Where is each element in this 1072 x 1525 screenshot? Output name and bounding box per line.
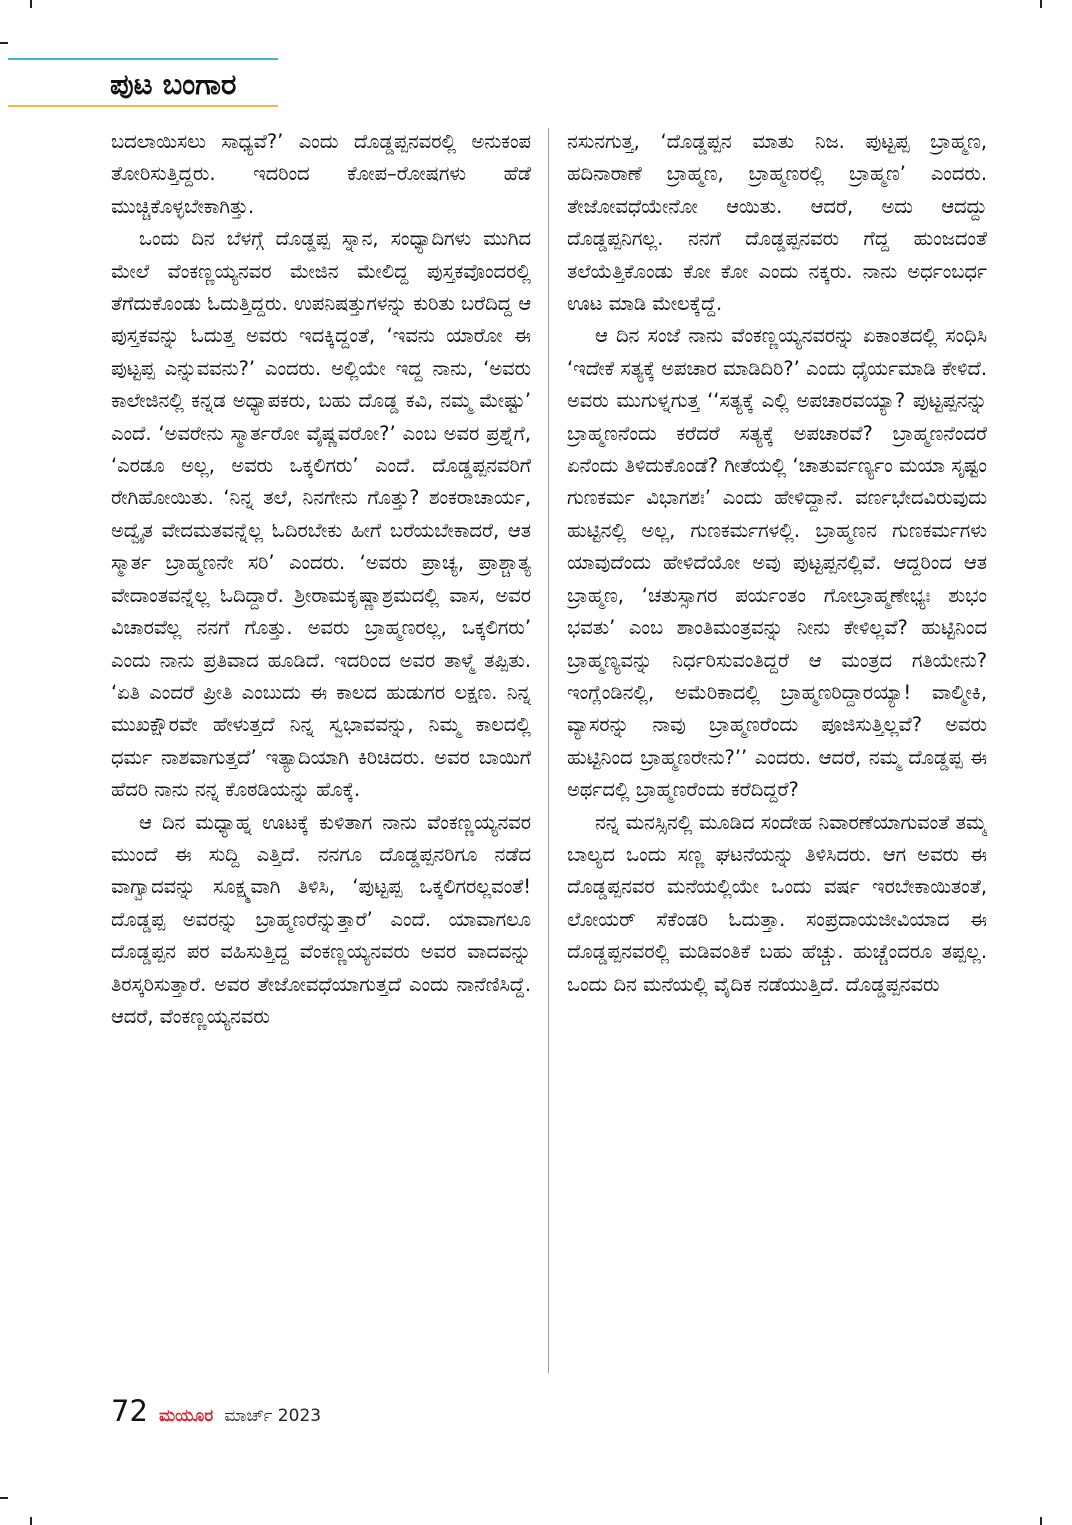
article-paragraph: ನನ್ನ ಮನಸ್ಸಿನಲ್ಲಿ ಮೂಡಿದ ಸಂದೇಹ ನಿವಾರಣೆಯಾಗುವಂತೆ ತಮ್ಮ ಬಾಲ್ಯದ ಒಂದು ಸಣ್ಣ ಘಟನೆಯನ್ನು ತಿಳಿಸಿದರು. ಆಗ ಅವರು ಈ ದೊಡ್ಡಪ್ಪನವರ ಮನೆಯಲ್ಲಿಯೇ ಒಂದು ವರ್ಷ ಇರಬೇಕಾಯಿತಂತೆ, ಲೋಯರ್ ಸೆಕೆಂಡರಿ ಓದುತ್ತಾ. ಸಂಪ್ರದಾಯಜೀವಿಯಾದ ಈ ದೊಡ್ಡಪ್ಪನವರಲ್ಲಿ ಮಡಿವಂತಿಕೆ ಬಹು ಹೆಚ್ಚು. ಹುಚ್ಚೆಂದರೂ ತಪ್ಪಲ್ಲ. ಒಂದು ದಿನ ಮನೆಯಲ್ಲಿ ವೈದಿಕ ನಡೆಯುತ್ತಿದೆ. ದೊಡ್ಡಪ್ಪನವರು (567, 810, 987, 996)
section-header (8, 58, 278, 108)
article-paragraph: ಆ ದಿನ ಸಂಜೆ ನಾನು ವೆಂಕಣ್ಣಯ್ಯನವರನ್ನು ಏಕಾಂತದಲ್ಲಿ ಸಂಧಿಸಿ ‘ಇದೇಕೆ ಸತ್ಯಕ್ಕೆ ಅಪಚಾರ ಮಾಡಿದಿರಿ?’ ಎಂದು ಧೈರ್ಯಮಾಡಿ ಕೇಳಿದೆ. ಅವರು ಮುಗುಳ್ನಗುತ್ತ ‘‘ಸತ್ಯಕ್ಕೆ ಎಲ್ಲಿ ಅಪಚಾರವಯ್ಯಾ? ಪುಟ್ಟಪ್ಪನನ್ನು ಬ್ರಾಹ್ಮಣನೆಂದು ಕರೆದರೆ ಸತ್ಯಕ್ಕೆ ಅಪಚಾರವೆ? ಬ್ರಾಹ್ಮಣನೆಂದರೆ ಏನೆಂದು ತಿಳಿದುಕೊಂಡೆ? ಗೀತೆಯಲ್ಲಿ ‘ಚಾತುರ್ವರ್ಣ್ಯಂ ಮಯಾ ಸೃಷ್ಟಂ ಗುಣಕರ್ಮ ವಿಭಾಗಶಃ’ ಎಂದು ಹೇಳಿದ್ದಾನೆ. ವರ್ಣಭೇದವಿರುವುದು ಹುಟ್ಟಿನಲ್ಲಿ ಅಲ್ಲ, ಗುಣಕರ್ಮಗಳಲ್ಲಿ. ಬ್ರಾಹ್ಮಣನ ಗುಣಕರ್ಮಗಳು ಯಾವುದೆಂದು ಹೇಳಿದೆಯೋ ಅವು ಪುಟ್ಟಪ್ಪನಲ್ಲಿವೆ. ಆದ್ದರಿಂದ ಆತ ಬ್ರಾಹ್ಮಣ, ‘ಚತುಸ್ಸಾಗರ ಪರ್ಯಂತಂ ಗೋಬ್ರಾಹ್ಮಣೇಭ್ಯಃ ಶುಭಂ ಭವತು’ ಎಂಬ ಶಾಂತಿಮಂತ್ರವನ್ನು ನೀನು ಕೇಳಿಲ್ಲವೆ? ಹುಟ್ಟಿನಿಂದ ಬ್ರಾಹ್ಮಣ್ಯವನ್ನು ನಿರ್ಧರಿಸುವಂತಿದ್ದರೆ ಆ ಮಂತ್ರದ ಗತಿಯೇನು? ಇಂಗ್ಲೆಂಡಿನಲ್ಲಿ, ಅಮೆರಿಕಾದಲ್ಲಿ ಬ್ರಾಹ್ಮಣರಿದ್ದಾರಯ್ಯಾ! ವಾಲ್ಮೀಕಿ, ವ್ಯಾಸರನ್ನು ನಾವು ಬ್ರಾಹ್ಮಣರೆಂದು ಪೂಜಿಸುತ್ತಿಲ್ಲವೆ? ಅವರು ಹುಟ್ಟಿನಿಂದ ಬ್ರಾಹ್ಮಣರೇನು?’’ ಎಂದರು. ಆದರೆ, ನಮ್ಮ ದೊಡ್ಡಪ್ಪ ಈ ಅರ್ಥದಲ್ಲಿ ಬ್ರಾಹ್ಮಣರೆಂದು ಕರೆದಿದ್ದರೆ? (567, 324, 987, 802)
page-number: 72 (111, 1394, 148, 1428)
crop-mark (30, 0, 32, 8)
column-divider (548, 128, 549, 1373)
article-column-left (111, 126, 531, 1376)
header-rule-bottom (8, 105, 278, 107)
crop-mark (30, 1517, 32, 1525)
magazine-name: ಮಯೂರ (159, 1406, 214, 1426)
crop-mark (0, 1497, 8, 1499)
section-title: ಪುಟ ಬಂಗಾರ (110, 67, 237, 101)
issue-date: ಮಾರ್ಚ್ 2023 (224, 1406, 322, 1426)
article-paragraph: ಒಂದು ದಿನ ಬೆಳಗ್ಗೆ ದೊಡ್ಡಪ್ಪ ಸ್ನಾನ, ಸಂಧ್ಯಾದಿಗಳು ಮುಗಿದ ಮೇಲೆ ವೆಂಕಣ್ಣಯ್ಯನವರ ಮೇಜಿನ ಮೇಲಿದ್ದ ಪುಸ್ತಕವೊಂದರಲ್ಲಿ ತೆಗೆದುಕೊಂಡು ಓದುತ್ತಿದ್ದರು. ಉಪನಿಷತ್ತುಗಳನ್ನು ಕುರಿತು ಬರೆದಿದ್ದ ಆ ಪುಸ್ತಕವನ್ನು ಓದುತ್ತ ಅವರು ಇದಕ್ಕಿದ್ದಂತೆ, ‘ಇವನು ಯಾರೋ ಈ ಪುಟ್ಟಪ್ಪ ಎನ್ನುವವನು?’ ಎಂದರು. ಅಲ್ಲಿಯೇ ಇದ್ದ ನಾನು, ‘ಅವರು ಕಾಲೇಜಿನಲ್ಲಿ ಕನ್ನಡ ಅಧ್ಯಾಪಕರು, ಬಹು ದೊಡ್ಡ ಕವಿ, ನಮ್ಮ ಮೇಷ್ಟು’ ಎಂದೆ. ‘ಅವರೇನು ಸ್ಮಾರ್ತರೋ ವೈಷ್ಣವರೋ?’ ಎಂಬ ಅವರ ಪ್ರಶ್ನೆಗೆ, ‘ಎರಡೂ ಅಲ್ಲ, ಅವರು ಒಕ್ಕಲಿಗರು’ ಎಂದೆ. ದೊಡ್ಡಪ್ಪನವರಿಗೆ ರೇಗಿಹೋಯಿತು. ‘ನಿನ್ನ ತಲೆ, ನಿನಗೇನು ಗೊತ್ತು? ಶಂಕರಾಚಾರ್ಯ, ಅದ್ವೈತ ವೇದಮತವನ್ನೆಲ್ಲ ಓದಿರಬೇಕು ಹೀಗೆ ಬರೆಯಬೇಕಾದರೆ, ಆತ ಸ್ಮಾರ್ತ ಬ್ರಾಹ್ಮಣನೇ ಸರಿ’ ಎಂದರು. ‘ಅವರು ಪ್ರಾಚ್ಯ, ಪ್ರಾಶ್ಚಾತ್ಯ ವೇದಾಂತವನ್ನೆಲ್ಲ ಓದಿದ್ದಾರೆ. ಶ್ರೀರಾಮಕೃಷ್ಣಾಶ್ರಮದಲ್ಲಿ ವಾಸ, ಅವರ ವಿಚಾರವೆಲ್ಲ ನನಗೆ ಗೊತ್ತು. ಅವರು ಬ್ರಾಹ್ಮಣರಲ್ಲ, ಒಕ್ಕಲಿಗರು’ ಎಂದು ನಾನು ಪ್ರತಿವಾದ ಹೂಡಿದೆ. ಇದರಿಂದ ಅವರ ತಾಳ್ಮೆ ತಪ್ಪಿತು. ‘ಏತಿ ಎಂದರೆ ಪ್ರೀತಿ ಎಂಬುದು ಈ ಕಾಲದ ಹುಡುಗರ ಲಕ್ಷಣ. ನಿನ್ನ ಮುಖಕ್ಷೌರವೇ ಹೇಳುತ್ತದೆ ನಿನ್ನ ಸ್ವಭಾವವನ್ನು, ನಿಮ್ಮ ಕಾಲದಲ್ಲಿ ಧರ್ಮ ನಾಶವಾಗುತ್ತದೆ’ ಇತ್ಯಾದಿಯಾಗಿ ಕಿರಿಚಿದರು. ಅವರ ಬಾಯಿಗೆ ಹೆದರಿ ನಾನು ನನ್ನ ಕೊಠಡಿಯನ್ನು ಹೊಕ್ಕೆ. (111, 227, 531, 802)
article-paragraph: ಬದಲಾಯಿಸಲು ಸಾಧ್ಯವೆ?’ ಎಂದು ದೊಡ್ಡಪ್ಪನವರಲ್ಲಿ ಅನುಕಂಪ ತೋರಿಸುತ್ತಿದ್ದರು. ಇದರಿಂದ ಕೋಪ–ರೋಷಗಳು ಹೆಡೆ ಮುಚ್ಚಿಕೊಳ್ಳಬೇಕಾಗಿತ್ತು. (111, 130, 531, 218)
header-rule-top (8, 58, 278, 60)
crop-mark (1040, 1517, 1042, 1525)
page-footer (111, 1394, 321, 1434)
crop-mark (0, 42, 8, 44)
crop-mark (1040, 0, 1042, 8)
article-column-right (567, 126, 987, 1376)
article-paragraph: ಆ ದಿನ ಮಧ್ಯಾಹ್ನ ಊಟಕ್ಕೆ ಕುಳಿತಾಗ ನಾನು ವೆಂಕಣ್ಣಯ್ಯನವರ ಮುಂದೆ ಈ ಸುದ್ದಿ ಎತ್ತಿದೆ. ನನಗೂ ದೊಡ್ಡಪ್ಪನರಿಗೂ ನಡೆದ ವಾಗ್ವಾದವನ್ನು ಸೂಕ್ಷ್ಮವಾಗಿ ತಿಳಿಸಿ, ‘ಪುಟ್ಟಪ್ಪ ಒಕ್ಕಲಿಗರಲ್ಲವಂತೆ! ದೊಡ್ಡಪ್ಪ ಅವರನ್ನು ಬ್ರಾಹ್ಮಣರೆನ್ನುತ್ತಾರೆ’ ಎಂದೆ. ಯಾವಾಗಲೂ ದೊಡ್ಡಪ್ಪನ ಪರ ವಹಿಸುತ್ತಿದ್ದ ವೆಂಕಣ್ಣಯ್ಯನವರು ಅವರ ವಾದವನ್ನು ತಿರಸ್ಕರಿಸುತ್ತಾರೆ. ಅವರ ತೇಜೋವಧೆಯಾಗುತ್ತದೆ ಎಂದು ನಾನೆಣಿಸಿದ್ದೆ. ಆದರೆ, ವೆಂಕಣ್ಣಯ್ಯನವರು (111, 810, 531, 1028)
article-paragraph: ನಸುನಗುತ್ತ, ‘ದೊಡ್ಡಪ್ಪನ ಮಾತು ನಿಜ. ಪುಟ್ಟಪ್ಪ ಬ್ರಾಹ್ಮಣ, ಹದಿನಾರಾಣೆ ಬ್ರಾಹ್ಮಣ, ಬ್ರಾಹ್ಮಣರಲ್ಲಿ ಬ್ರಾಹ್ಮಣ’ ಎಂದರು. ತೇಜೋವಧೆಯೇನೋ ಆಯಿತು. ಆದರೆ, ಅದು ಆದದ್ದು ದೊಡ್ಡಪ್ಪನಿಗಲ್ಲ. ನನಗೆ ದೊಡ್ಡಪ್ಪನವರು ಗೆದ್ದ ಹುಂಜದಂತೆ ತಲೆಯೆತ್ತಿಕೊಂಡು ಕೋ ಕೋ ಎಂದು ನಕ್ಕರು. ನಾನು ಅರ್ಧಂಬರ್ಧ ಊಟ ಮಾಡಿ ಮೇಲಕ್ಕೆದ್ದೆ. (567, 130, 987, 316)
